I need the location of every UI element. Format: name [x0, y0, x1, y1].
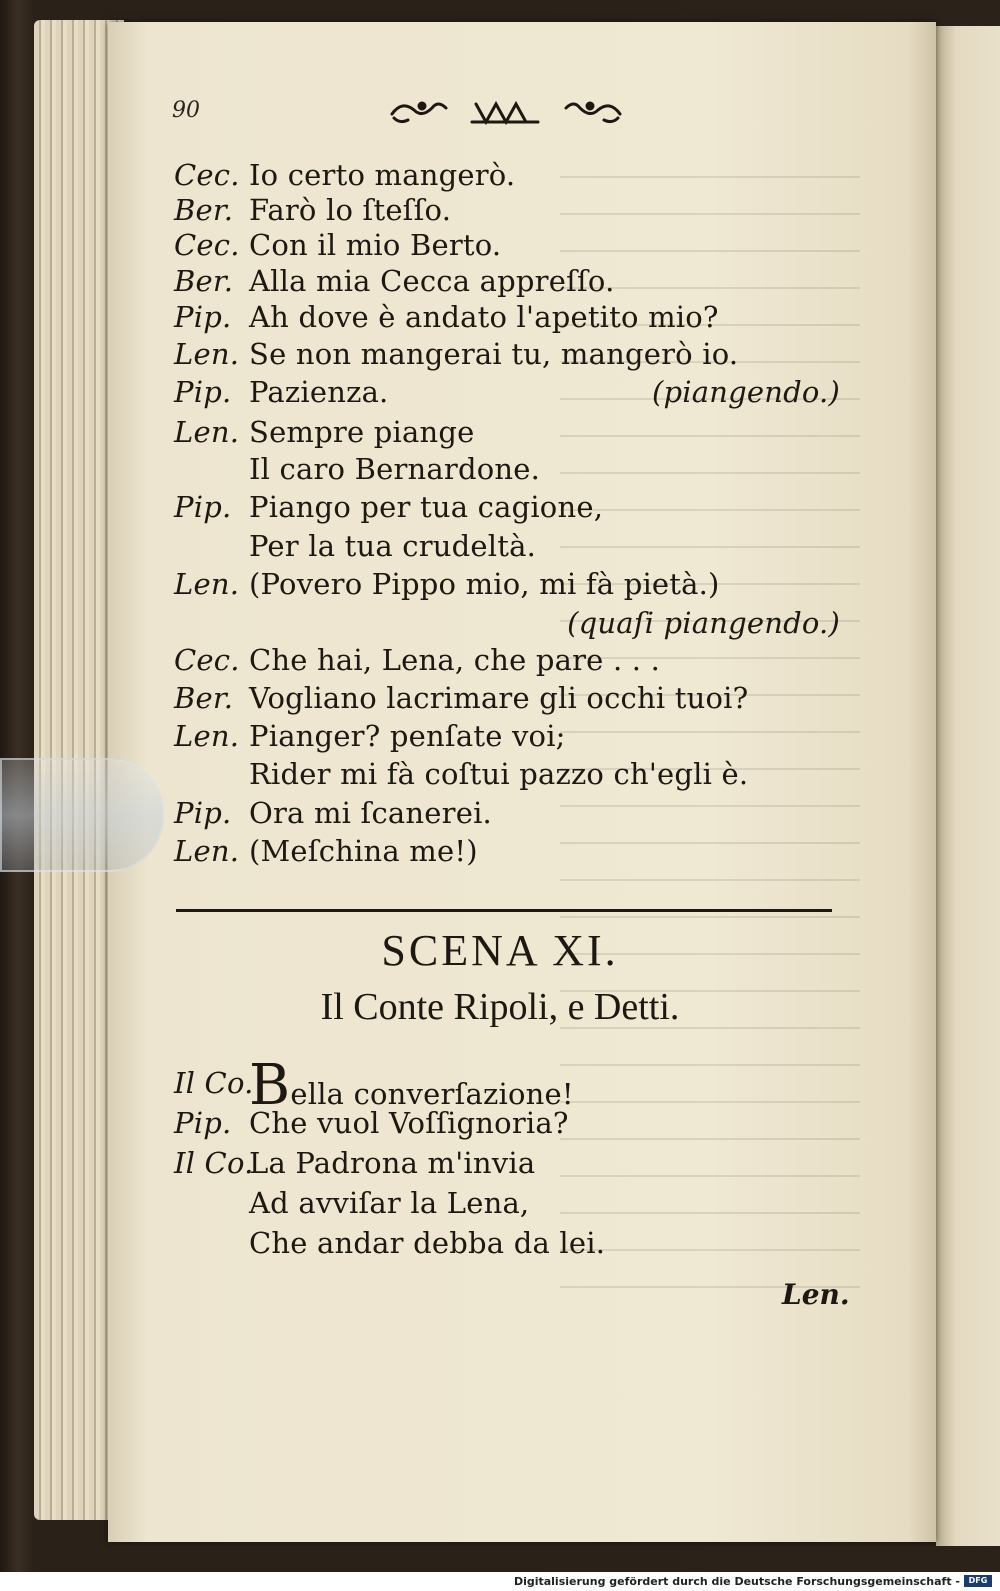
- dialogue-text: Pazienza.: [249, 375, 389, 409]
- dialogue-text: Ora mi ſcanerei.: [249, 796, 492, 830]
- speaker-label: Len.: [174, 719, 240, 753]
- dialogue-line: [0, 158, 840, 194]
- dfg-logo: DFG: [964, 1575, 992, 1587]
- ornament-icon: [386, 96, 626, 130]
- dialogue-line: [0, 1226, 840, 1262]
- speaker-label: Len.: [174, 337, 240, 371]
- speaker-label: Len.: [174, 415, 240, 449]
- dialogue-text: Per la tua crudeltà.: [249, 529, 537, 563]
- dialogue-text: [249, 1226, 605, 1260]
- dialogue-text: (Povero Pippo mio, mi fà pietà.): [249, 567, 720, 601]
- dialogue-line: [0, 567, 840, 603]
- dialogue-line: [0, 643, 840, 679]
- dialogue-line: [0, 1106, 840, 1142]
- dialogue-text: [249, 1106, 569, 1140]
- speaker-label: Cec.: [174, 228, 240, 262]
- dialogue-line: [0, 606, 840, 642]
- dialogue-line: [0, 1146, 840, 1182]
- dialogue-text-body: La Padrona m'invia: [249, 1146, 536, 1180]
- scene-subtitle: Il Conte Ripoli, e Detti.: [320, 986, 680, 1028]
- dialogue-text-body: Ad avviſar la Lena,: [249, 1186, 530, 1220]
- dialogue-text: Con il mio Berto.: [249, 228, 502, 262]
- dialogue-line: [0, 300, 840, 336]
- dialogue-text: Ah dove è andato l'apetito mio?: [249, 300, 719, 334]
- dialogue-text: Che hai, Lena, che pare . . .: [249, 643, 661, 677]
- scene-title: SCENA XI.: [381, 926, 619, 975]
- dialogue-line: [0, 681, 840, 717]
- speaker-label: Pip.: [174, 490, 232, 524]
- speaker-label: Cec.: [174, 643, 240, 677]
- speaker-label: Il Co.: [174, 1066, 254, 1100]
- dialogue-text: [249, 1146, 535, 1180]
- speaker-label: Len.: [174, 567, 240, 601]
- speaker-label: Len.: [174, 834, 240, 868]
- dialogue-text: Il caro Bernardone.: [249, 452, 541, 486]
- dialogue-line: [0, 193, 840, 229]
- catchword: Len.: [782, 1278, 850, 1311]
- dialogue-text: Alla mia Cecca appreſſo.: [249, 264, 615, 298]
- dialogue-text: Io certo mangerò.: [249, 158, 516, 192]
- dialogue-line: [0, 490, 840, 526]
- facing-page-edge: [936, 26, 1000, 1546]
- dialogue-line: [0, 264, 840, 300]
- dialogue-line: [0, 375, 840, 411]
- speaker-label: Ber.: [174, 264, 234, 298]
- dialogue-line: [0, 452, 840, 488]
- dialogue-line: [0, 337, 840, 373]
- dialogue-text: (Meſchina me!): [249, 834, 478, 868]
- dialogue-text: Piango per tua cagione,: [249, 490, 604, 524]
- stage-direction: (quaſi piangendo.): [567, 606, 840, 640]
- section-rule: [176, 909, 832, 912]
- stage-direction: (piangendo.): [652, 375, 840, 409]
- drop-cap: B: [249, 1053, 291, 1118]
- dialogue-line: [0, 228, 840, 264]
- footer-credit: Digitalisierung gefördert durch die Deutsche Forschungsgemeinschaft -: [513, 1575, 960, 1588]
- dialogue-line: [0, 1053, 840, 1118]
- dialogue-text-body: ella converſazione!: [290, 1077, 574, 1111]
- dialogue-line: [0, 1186, 840, 1222]
- dialogue-line: [0, 415, 840, 451]
- footer-bar: [0, 1572, 1000, 1591]
- dialogue-line: [0, 719, 840, 755]
- dialogue-text: Sempre piange: [249, 415, 475, 449]
- dialogue-text: [249, 1053, 574, 1118]
- page-number: 90: [172, 98, 200, 123]
- speaker-label: Ber.: [174, 681, 234, 715]
- dialogue-text-body: Che andar debba da lei.: [249, 1226, 606, 1260]
- dialogue-line: [0, 529, 840, 565]
- dialogue-text: Vogliano lacrimare gli occhi tuoi?: [249, 681, 749, 715]
- speaker-label: Il Co.: [174, 1146, 254, 1180]
- dialogue-text: Rider mi fà coſtui pazzo ch'egli è.: [249, 757, 749, 791]
- header-ornament: [386, 96, 626, 130]
- speaker-label: Pip.: [174, 300, 232, 334]
- dialogue-text: Pianger? penſate voi;: [249, 719, 566, 753]
- speaker-label: Pip.: [174, 375, 232, 409]
- dialogue-text-body: Che vuol Voſſignoria?: [249, 1106, 569, 1140]
- dialogue-text: Farò lo ſteſſo.: [249, 193, 452, 227]
- speaker-label: Pip.: [174, 1106, 232, 1140]
- speaker-label: Pip.: [174, 796, 232, 830]
- dialogue-text: [249, 1186, 529, 1220]
- scanner-clamp: [0, 758, 164, 872]
- speaker-label: Ber.: [174, 193, 234, 227]
- dialogue-text: Se non mangerai tu, mangerò io.: [249, 337, 739, 371]
- speaker-label: Cec.: [174, 158, 240, 192]
